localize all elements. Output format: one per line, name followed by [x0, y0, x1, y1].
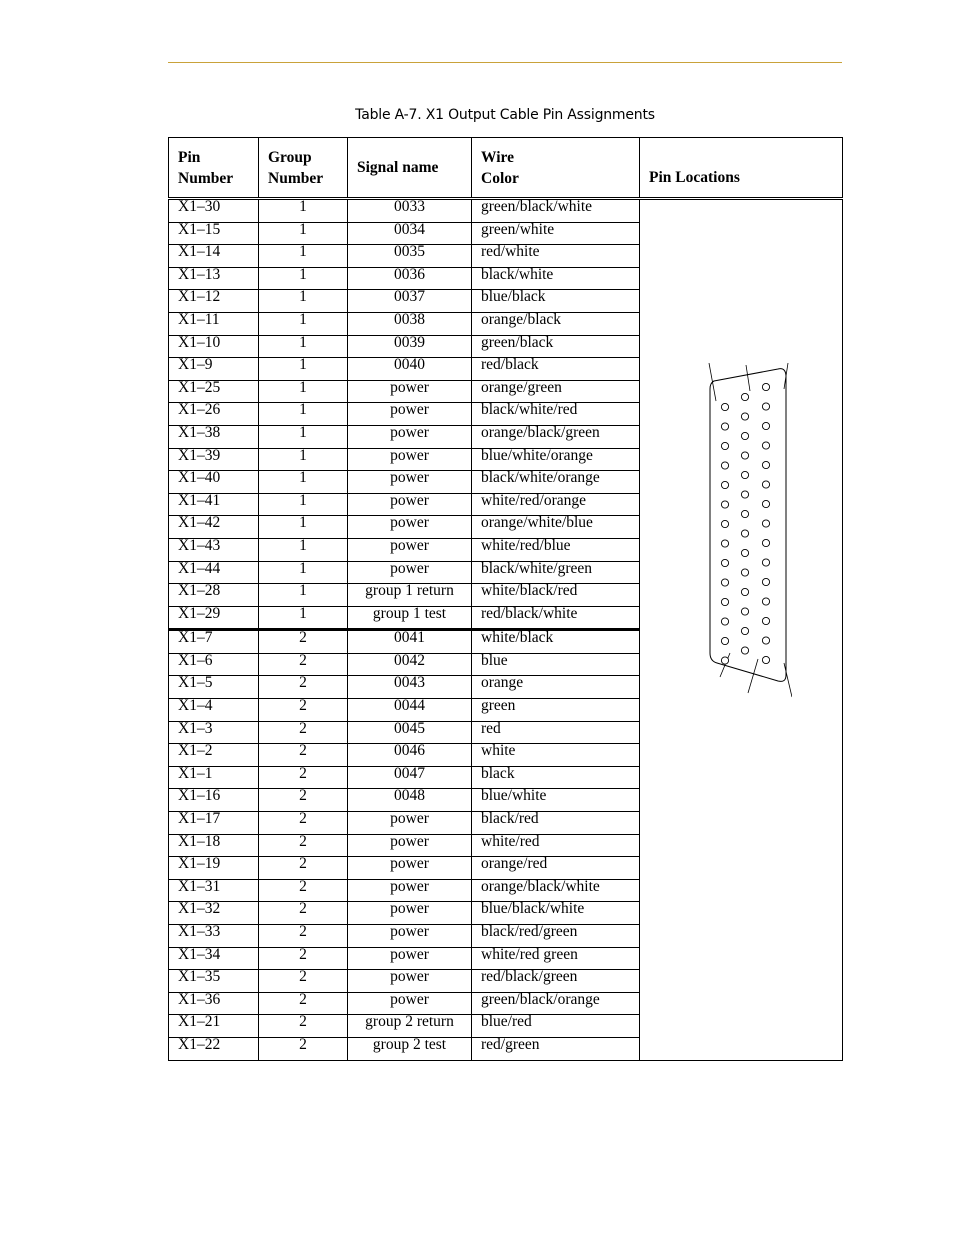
- pin-number-cell: X1–18: [169, 834, 259, 857]
- signal-name-cell: power: [348, 448, 472, 471]
- signal-name-cell: power: [348, 403, 472, 426]
- connector-pin: [741, 491, 748, 498]
- wire-color-cell: black/white/red: [472, 403, 640, 426]
- wire-color-cell: red: [472, 721, 640, 744]
- wire-color-cell: green/black: [472, 335, 640, 358]
- header-pin-number-line1: Pin: [178, 148, 201, 166]
- wire-color-cell: orange: [472, 676, 640, 699]
- group-number-cell: 1: [259, 606, 348, 630]
- wire-color-cell: white/black/red: [472, 584, 640, 607]
- table-caption: Table A-7. X1 Output Cable Pin Assignments: [355, 107, 655, 123]
- group-number-cell: 2: [259, 721, 348, 744]
- connector-pin: [762, 481, 769, 488]
- wire-color-cell: red/black/white: [472, 606, 640, 630]
- group-number-cell: 2: [259, 789, 348, 812]
- wire-color-cell: black/red: [472, 812, 640, 835]
- wire-color-cell: black/white/green: [472, 561, 640, 584]
- signal-name-cell: 0036: [348, 267, 472, 290]
- group-number-cell: 1: [259, 561, 348, 584]
- wire-color-cell: blue/red: [472, 1015, 640, 1038]
- pin-number-cell: X1–33: [169, 925, 259, 948]
- signal-name-cell: power: [348, 493, 472, 516]
- signal-name-cell: 0048: [348, 789, 472, 812]
- group-number-cell: 1: [259, 312, 348, 335]
- signal-name-cell: power: [348, 970, 472, 993]
- wire-color-cell: blue/black: [472, 290, 640, 313]
- connector-pin: [721, 559, 728, 566]
- connector-pin: [721, 442, 728, 449]
- pin-number-cell: X1–1: [169, 766, 259, 789]
- header-pin-number: [169, 138, 259, 199]
- pin-number-cell: X1–10: [169, 335, 259, 358]
- connector-pin: [741, 452, 748, 459]
- pin-number-cell: X1–34: [169, 947, 259, 970]
- header-pin-locations: [640, 138, 843, 199]
- group-number-cell: 1: [259, 584, 348, 607]
- group-number-cell: 2: [259, 947, 348, 970]
- connector-pin: [721, 481, 728, 488]
- connector-pin: [721, 618, 728, 625]
- wire-color-cell: white/red/blue: [472, 538, 640, 561]
- header-signal-name-text: Signal name: [357, 159, 439, 176]
- signal-name-cell: power: [348, 538, 472, 561]
- group-number-cell: 2: [259, 653, 348, 676]
- connector-pin: [762, 656, 769, 663]
- connector-pin: [741, 569, 748, 576]
- pin-number-cell: X1–3: [169, 721, 259, 744]
- connector-pin: [762, 617, 769, 624]
- group-number-cell: 2: [259, 744, 348, 767]
- pin-number-cell: X1–32: [169, 902, 259, 925]
- signal-name-cell: power: [348, 992, 472, 1015]
- group-number-cell: 1: [259, 358, 348, 381]
- wire-color-cell: orange/red: [472, 857, 640, 880]
- wire-color-cell: blue: [472, 653, 640, 676]
- group-number-cell: 1: [259, 516, 348, 539]
- connector-pin: [762, 383, 769, 390]
- group-number-cell: 1: [259, 538, 348, 561]
- header-wire-color-line2: Color: [481, 169, 519, 187]
- signal-name-cell: power: [348, 902, 472, 925]
- wire-color-cell: red/black: [472, 358, 640, 381]
- pin-number-cell: X1–21: [169, 1015, 259, 1038]
- pin-number-cell: X1–9: [169, 358, 259, 381]
- header-group-number-line2: Number: [268, 169, 324, 187]
- signal-name-cell: 0039: [348, 335, 472, 358]
- wire-color-cell: green: [472, 699, 640, 722]
- wire-color-cell: black: [472, 766, 640, 789]
- signal-name-cell: 0037: [348, 290, 472, 313]
- wire-color-cell: orange/green: [472, 380, 640, 403]
- pin-number-cell: X1–6: [169, 653, 259, 676]
- wire-color-cell: orange/white/blue: [472, 516, 640, 539]
- signal-name-cell: 0045: [348, 721, 472, 744]
- pin-number-cell: X1–38: [169, 425, 259, 448]
- group-number-cell: 1: [259, 199, 348, 223]
- header-wire-color: [472, 138, 640, 199]
- connector-pin: [762, 559, 769, 566]
- pin-number-cell: X1–29: [169, 606, 259, 630]
- connector-pin: [741, 549, 748, 556]
- connector-pin: [741, 588, 748, 595]
- wire-color-cell: black/red/green: [472, 925, 640, 948]
- wire-color-cell: white/red: [472, 834, 640, 857]
- wire-color-cell: blue/black/white: [472, 902, 640, 925]
- signal-name-cell: power: [348, 925, 472, 948]
- signal-name-cell: 0044: [348, 699, 472, 722]
- pin-number-cell: X1–17: [169, 812, 259, 835]
- connector-pin: [741, 510, 748, 517]
- connector-pin: [741, 647, 748, 654]
- connector-pin: [741, 393, 748, 400]
- pin-number-cell: X1–40: [169, 471, 259, 494]
- pin-number-cell: X1–25: [169, 380, 259, 403]
- connector-pin: [741, 432, 748, 439]
- pin-locations-cell: [640, 199, 843, 1061]
- group-number-cell: 1: [259, 380, 348, 403]
- signal-name-cell: power: [348, 812, 472, 835]
- signal-name-cell: power: [348, 879, 472, 902]
- group-number-cell: 2: [259, 834, 348, 857]
- pin-assignment-table: [168, 137, 843, 1061]
- group-number-cell: 2: [259, 902, 348, 925]
- pin-number-cell: X1–13: [169, 267, 259, 290]
- signal-name-cell: power: [348, 516, 472, 539]
- connector-pin: [762, 520, 769, 527]
- pin-number-cell: X1–41: [169, 493, 259, 516]
- pin-number-cell: X1–39: [169, 448, 259, 471]
- group-number-cell: 1: [259, 425, 348, 448]
- db44-connector-icon: [702, 363, 792, 703]
- pin-number-cell: X1–2: [169, 744, 259, 767]
- group-number-cell: 1: [259, 335, 348, 358]
- signal-name-cell: 0038: [348, 312, 472, 335]
- pin-number-cell: X1–5: [169, 676, 259, 699]
- signal-name-cell: 0033: [348, 199, 472, 223]
- pin-number-cell: X1–14: [169, 245, 259, 268]
- connector-pin: [721, 462, 728, 469]
- signal-name-cell: 0035: [348, 245, 472, 268]
- wire-color-cell: blue/white/orange: [472, 448, 640, 471]
- connector-pin: [721, 520, 728, 527]
- signal-name-cell: 0042: [348, 653, 472, 676]
- wire-color-cell: red/green: [472, 1037, 640, 1060]
- connector-pin: [762, 461, 769, 468]
- signal-name-cell: 0034: [348, 222, 472, 245]
- table-body: [169, 199, 843, 1061]
- group-number-cell: 1: [259, 222, 348, 245]
- group-number-cell: 1: [259, 267, 348, 290]
- group-number-cell: 2: [259, 879, 348, 902]
- pin-number-cell: X1–26: [169, 403, 259, 426]
- leader-line: [746, 365, 750, 391]
- signal-name-cell: 0040: [348, 358, 472, 381]
- group-number-cell: 1: [259, 245, 348, 268]
- pin-number-cell: X1–4: [169, 699, 259, 722]
- connector-pin: [762, 539, 769, 546]
- header-rule: [168, 62, 842, 63]
- pin-number-cell: X1–44: [169, 561, 259, 584]
- signal-name-cell: 0041: [348, 630, 472, 654]
- connector-pin: [762, 422, 769, 429]
- signal-name-cell: group 1 return: [348, 584, 472, 607]
- group-number-cell: 2: [259, 1015, 348, 1038]
- connector-pin: [721, 598, 728, 605]
- connector-pin: [741, 471, 748, 478]
- table-header-row: [169, 138, 843, 199]
- signal-name-cell: power: [348, 947, 472, 970]
- wire-color-cell: white: [472, 744, 640, 767]
- group-number-cell: 1: [259, 471, 348, 494]
- signal-name-cell: 0046: [348, 744, 472, 767]
- signal-name-cell: power: [348, 834, 472, 857]
- group-number-cell: 1: [259, 493, 348, 516]
- signal-name-cell: group 1 test: [348, 606, 472, 630]
- pin-number-cell: X1–15: [169, 222, 259, 245]
- connector-pin: [721, 423, 728, 430]
- connector-pin: [762, 403, 769, 410]
- wire-color-cell: orange/black/white: [472, 879, 640, 902]
- connector-pin: [721, 579, 728, 586]
- group-number-cell: 1: [259, 403, 348, 426]
- connector-pin: [721, 637, 728, 644]
- signal-name-cell: power: [348, 380, 472, 403]
- leader-line: [748, 659, 758, 693]
- wire-color-cell: green/black/orange: [472, 992, 640, 1015]
- wire-color-cell: green/white: [472, 222, 640, 245]
- wire-color-cell: orange/black: [472, 312, 640, 335]
- header-pin-number-line2: Number: [178, 169, 234, 187]
- group-number-cell: 2: [259, 766, 348, 789]
- pin-number-cell: X1–43: [169, 538, 259, 561]
- group-number-cell: 1: [259, 290, 348, 313]
- wire-color-cell: white/red green: [472, 947, 640, 970]
- pin-number-cell: X1–7: [169, 630, 259, 654]
- connector-pin: [762, 500, 769, 507]
- connector-pin: [762, 637, 769, 644]
- wire-color-cell: red/white: [472, 245, 640, 268]
- pin-number-cell: X1–22: [169, 1037, 259, 1060]
- signal-name-cell: power: [348, 561, 472, 584]
- pin-number-cell: X1–42: [169, 516, 259, 539]
- leader-line: [784, 663, 792, 697]
- header-group-number: [259, 138, 348, 199]
- connector-pin: [721, 657, 728, 664]
- header-pin-locations-text: Pin Locations: [649, 169, 740, 186]
- pin-number-cell: X1–19: [169, 857, 259, 880]
- signal-name-cell: power: [348, 857, 472, 880]
- connector-pin: [741, 627, 748, 634]
- group-number-cell: 2: [259, 857, 348, 880]
- pin-number-cell: X1–12: [169, 290, 259, 313]
- pin-number-cell: X1–28: [169, 584, 259, 607]
- group-number-cell: 2: [259, 630, 348, 654]
- header-wire-color-line1: Wire: [481, 148, 515, 166]
- header-signal-name: [348, 138, 472, 199]
- group-number-cell: 2: [259, 699, 348, 722]
- wire-color-cell: black/white: [472, 267, 640, 290]
- group-number-cell: 2: [259, 992, 348, 1015]
- wire-color-cell: red/black/green: [472, 970, 640, 993]
- table-row: [169, 199, 843, 223]
- wire-color-cell: white/black: [472, 630, 640, 654]
- signal-name-cell: group 2 test: [348, 1037, 472, 1060]
- group-number-cell: 2: [259, 676, 348, 699]
- connector-pin: [741, 530, 748, 537]
- pin-number-cell: X1–35: [169, 970, 259, 993]
- header-group-number-line1: Group: [268, 148, 312, 166]
- pin-number-cell: X1–11: [169, 312, 259, 335]
- group-number-cell: 2: [259, 1037, 348, 1060]
- connector-pin: [762, 442, 769, 449]
- signal-name-cell: power: [348, 471, 472, 494]
- connector-pin: [721, 501, 728, 508]
- pin-number-cell: X1–31: [169, 879, 259, 902]
- wire-color-cell: black/white/orange: [472, 471, 640, 494]
- signal-name-cell: power: [348, 425, 472, 448]
- connector-pin: [762, 578, 769, 585]
- pin-number-cell: X1–36: [169, 992, 259, 1015]
- connector-pin: [721, 403, 728, 410]
- connector-pin: [741, 608, 748, 615]
- pin-number-cell: X1–16: [169, 789, 259, 812]
- signal-name-cell: 0047: [348, 766, 472, 789]
- wire-color-cell: blue/white: [472, 789, 640, 812]
- connector-pin: [762, 598, 769, 605]
- wire-color-cell: white/red/orange: [472, 493, 640, 516]
- wire-color-cell: orange/black/green: [472, 425, 640, 448]
- connector-pin: [721, 540, 728, 547]
- group-number-cell: 2: [259, 970, 348, 993]
- pin-number-cell: X1–30: [169, 199, 259, 223]
- signal-name-cell: 0043: [348, 676, 472, 699]
- wire-color-cell: green/black/white: [472, 199, 640, 223]
- group-number-cell: 2: [259, 812, 348, 835]
- connector-pin: [741, 413, 748, 420]
- group-number-cell: 2: [259, 925, 348, 948]
- signal-name-cell: group 2 return: [348, 1015, 472, 1038]
- group-number-cell: 1: [259, 448, 348, 471]
